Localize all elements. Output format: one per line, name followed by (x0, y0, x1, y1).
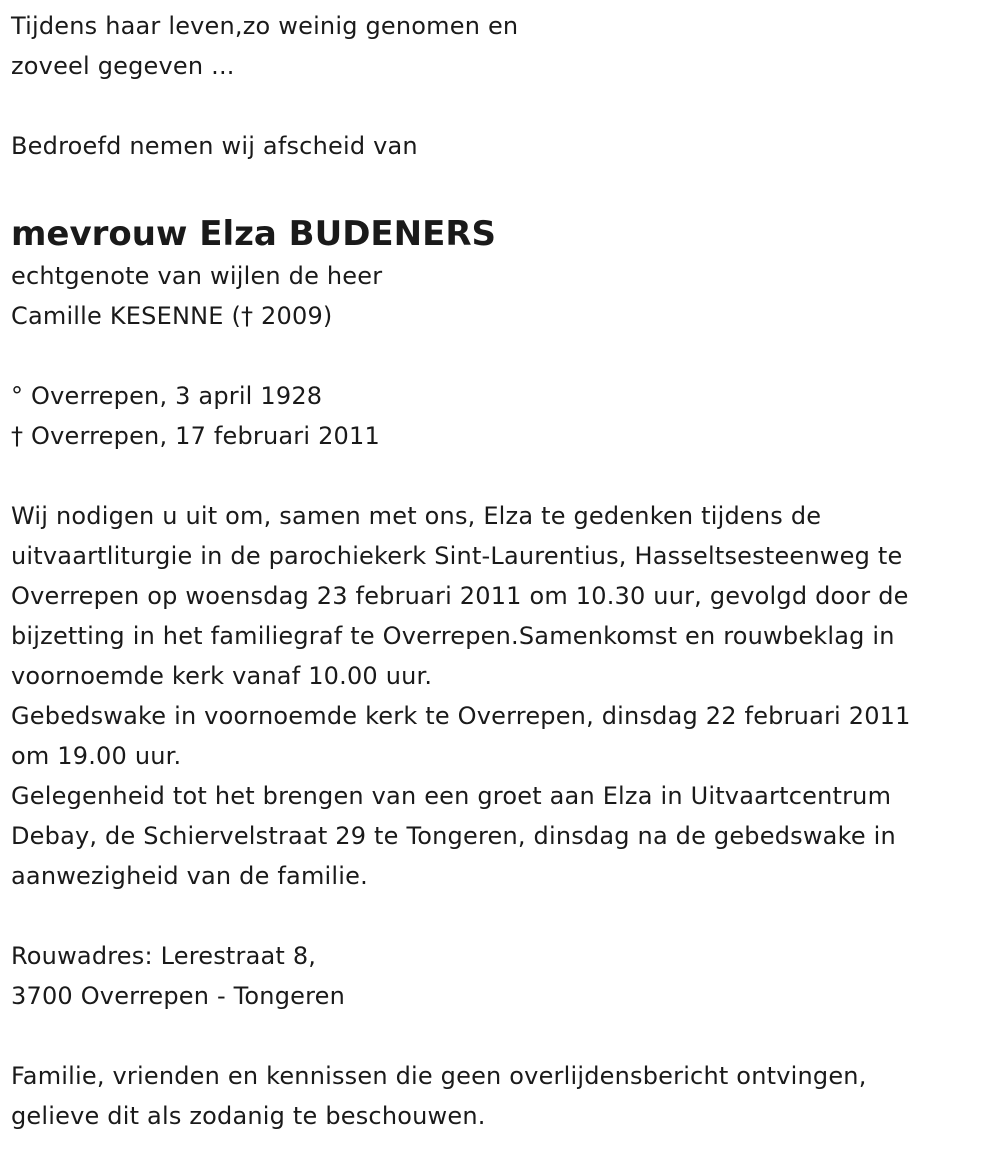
ceremony-line: bijzetting in het familiegraf te Overrepen.Samenkomst en rouwbeklag in (11, 622, 895, 650)
closing-note: Familie, vrienden en kennissen die geen overlijdensbericht ontvingen, (11, 1062, 867, 1090)
spacer (11, 1016, 991, 1056)
spacer (11, 166, 991, 212)
deceased-name: mevrouw Elza BUDENERS (11, 214, 496, 254)
opening-verse-line: Tijdens haar leven,zo weinig genomen en (11, 12, 519, 40)
opening-verse (11, 6, 991, 86)
closing-note: gelieve dit als zodanig te beschouwen. (11, 1102, 486, 1130)
ceremony-line: uitvaartliturgie in de parochiekerk Sint-Laurentius, Hasseltsesteenweg te (11, 542, 903, 570)
spacer (11, 86, 991, 126)
obituary-notice (11, 6, 991, 1136)
spouse-line: Camille KESENNE († 2009) (11, 302, 333, 330)
ceremony-line: Gelegenheid tot het brengen van een groet aan Elza in Uitvaartcentrum (11, 782, 892, 810)
death-date: † Overrepen, 17 februari 2011 (11, 422, 380, 450)
ceremony-details (11, 496, 991, 896)
ceremony-line: Wij nodigen u uit om, samen met ons, Elza te gedenken tijdens de (11, 502, 822, 530)
spouse-line: echtgenote van wijlen de heer (11, 262, 383, 290)
ceremony-line: Overrepen op woensdag 23 februari 2011 om 10.30 uur, gevolgd door de (11, 582, 909, 610)
spacer (11, 336, 991, 376)
ceremony-line: aanwezigheid van de familie. (11, 862, 368, 890)
opening-verse-line: zoveel gegeven ... (11, 52, 235, 80)
intro-text: Bedroefd nemen wij afscheid van (11, 132, 418, 160)
ceremony-line: Gebedswake in voornoemde kerk te Overrepen, dinsdag 22 februari 2011 (11, 702, 911, 730)
spacer (11, 896, 991, 936)
mourning-address: 3700 Overrepen - Tongeren (11, 982, 346, 1010)
mourning-address: Rouwadres: Lerestraat 8, (11, 942, 317, 970)
ceremony-line: voornoemde kerk vanaf 10.00 uur. (11, 662, 433, 690)
spacer (11, 456, 991, 496)
ceremony-line: om 19.00 uur. (11, 742, 182, 770)
birth-date: ° Overrepen, 3 april 1928 (11, 382, 323, 410)
ceremony-line: Debay, de Schiervelstraat 29 te Tongeren, dinsdag na de gebedswake in (11, 822, 896, 850)
